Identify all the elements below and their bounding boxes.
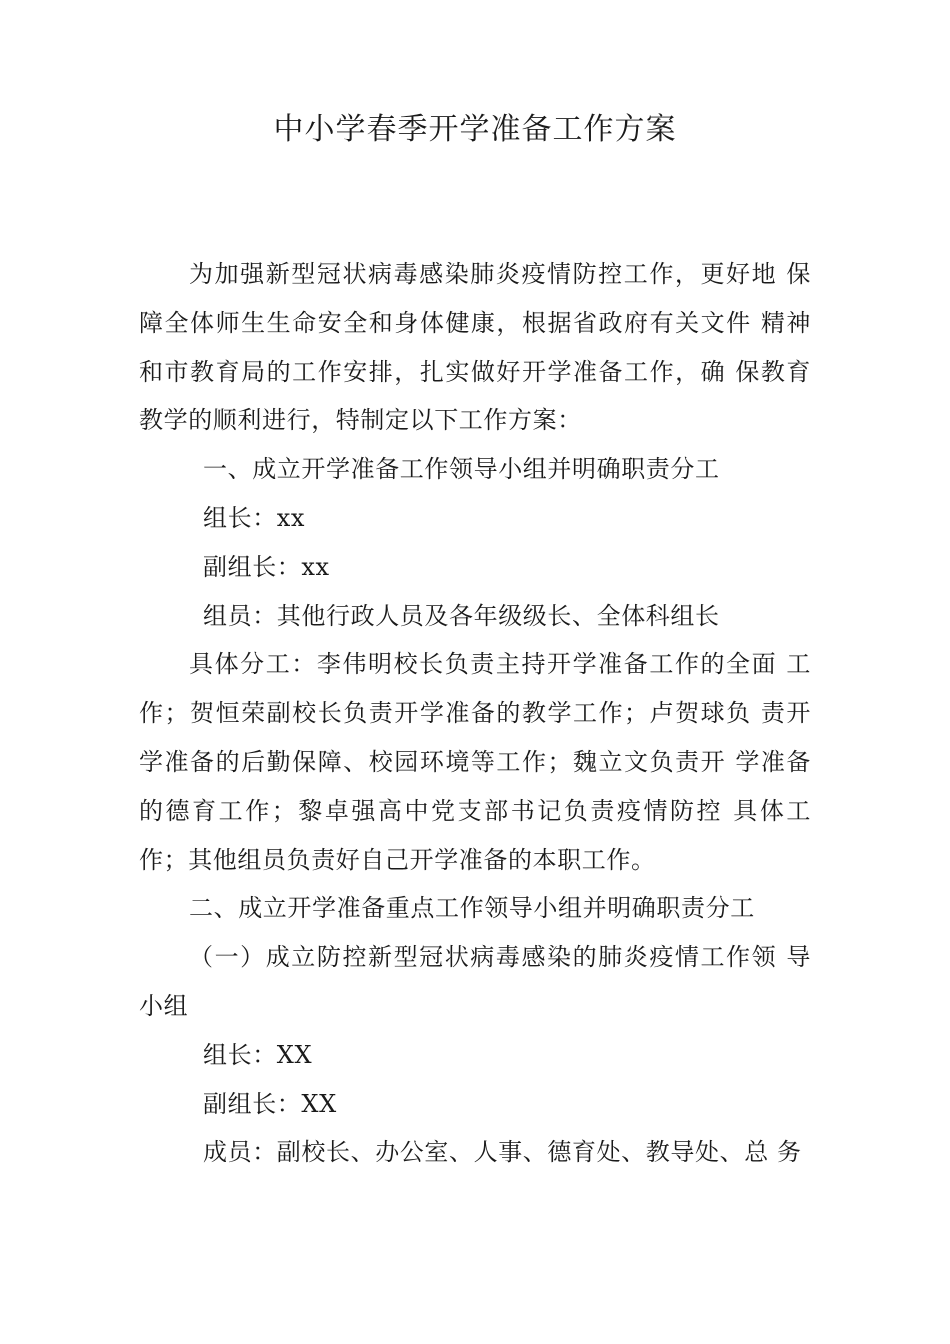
paragraph-leader: 组长：xx [203,503,306,532]
paragraph-deputy-leader-2: 副组长：XX [203,1089,337,1118]
document-body [139,250,811,1177]
paragraph-members: 组员：其他行政人员及各年级级长、全体科组长 [203,601,720,630]
heading-section-1: 一、成立开学准备工作领导小组并明确职责分工 [203,455,720,484]
paragraph-deputy-leader: 副组长：xx [203,552,330,581]
paragraph-members-2: 成员：副校长、办公室、人事、德育处、教导处、总 务 [203,1138,802,1167]
heading-section-2: 二、成立开学准备重点工作领导小组并明确职责分工 [189,894,755,923]
paragraph-division-of-labor: 具体分工：李伟明校长负责主持开学准备工作的全面 工作；贺恒荣副校长负责开学准备的教学工作；卢贺球负 责开学准备的后勤保障、校园环境等工作；魏立文负责开 学准备的德育工作；黎卓强高中党支部书记负责疫情防控 具体工作；其他组员负责好自己开学准备的本职工作。 [139,650,811,874]
document-title: 中小学春季开学准备工作方案 [273,112,677,147]
heading-subsection-1: （一）成立防控新型冠状病毒感染的肺炎疫情工作领 导小组 [139,943,811,1020]
paragraph-leader-2: 组长：XX [203,1040,313,1069]
paragraph-intro: 为加强新型冠状病毒感染肺炎疫情防控工作，更好地 保障全体师生生命安全和身体健康，根据省政府有关文件 精神和市教育局的工作安排，扎实做好开学准备工作，确 保教育教学的顺利进行，特制定以下工作方案： [139,260,811,435]
